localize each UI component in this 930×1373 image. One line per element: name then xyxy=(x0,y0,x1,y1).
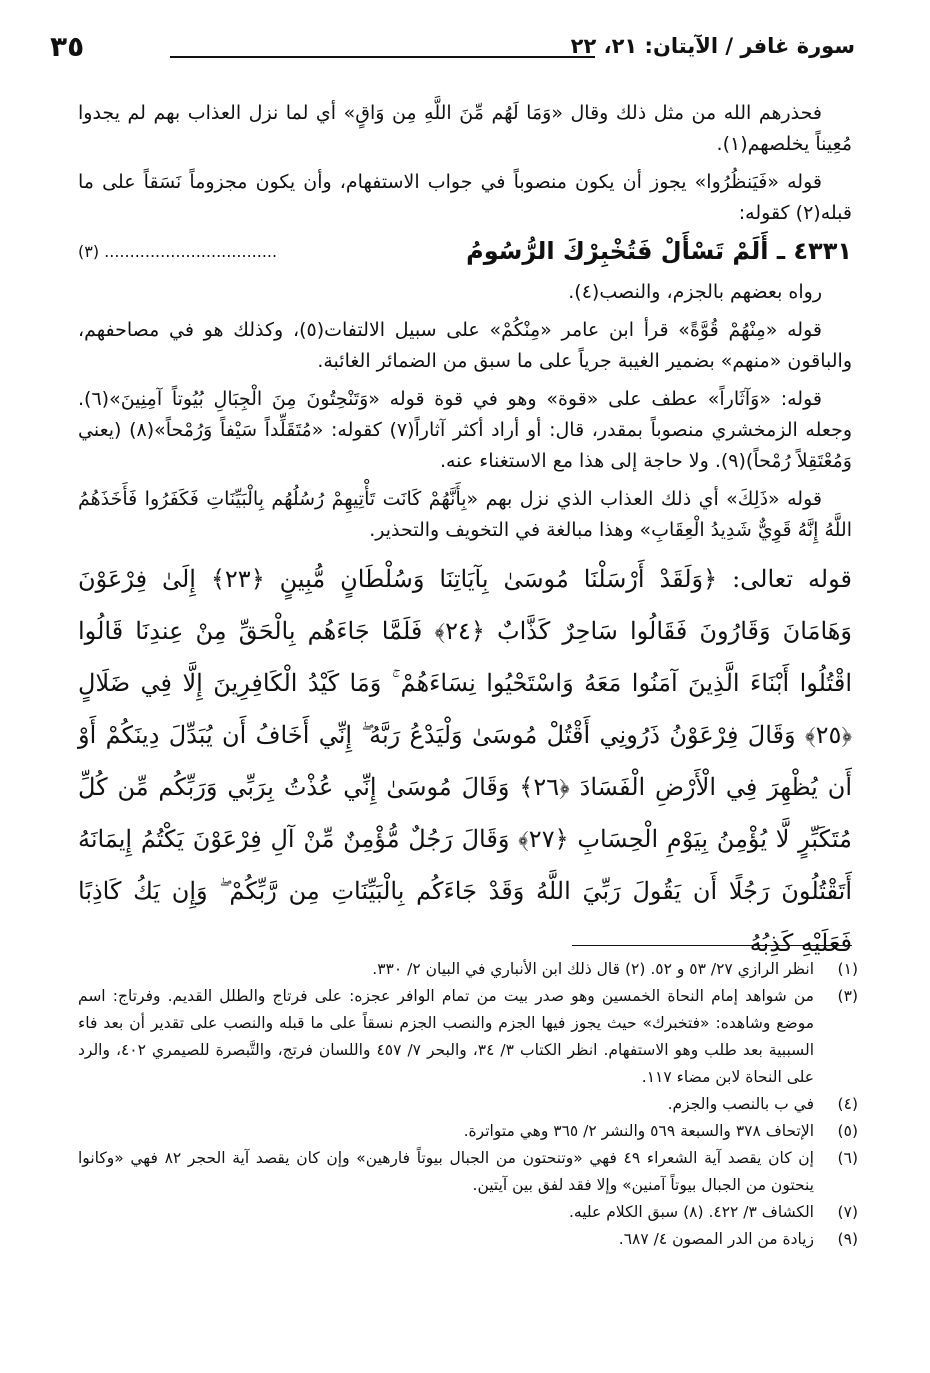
footnote xyxy=(78,1118,858,1145)
footnote-text: زيادة من الدر المصون ٤/ ٦٨٧. xyxy=(618,1230,814,1248)
footnote xyxy=(78,1145,858,1199)
footnote xyxy=(78,1199,858,1226)
footnote-number: (٦) xyxy=(837,1149,858,1167)
page-header xyxy=(50,30,855,70)
paragraph: قوله «مِنْهُمْ قُوَّةً» قرأ ابن عامر «مِنْكُمْ» على سبيل الالتفات(٥)، وكذلك هو في مصاحفهم، والباقون «منهم» بضمير الغيبة جرياً على ما سبق من الضمائر الغائبة. xyxy=(78,319,852,372)
footnote-number: (٥) xyxy=(837,1122,858,1140)
footnote-text: الإتحاف ٣٧٨ والسبعة ٥٦٩ والنشر ٢/ ٣٦٥ وهي متواترة. xyxy=(463,1122,814,1140)
footnote-text: في ب بالنصب والجزم. xyxy=(667,1095,814,1113)
footnote xyxy=(78,1091,858,1118)
main-text xyxy=(78,98,852,969)
footnote xyxy=(78,1226,858,1253)
footnote-text: من شواهد إمام النحاة الخمسين وهو صدر بيت من تمام الوافر عجزه: على فرتاج والطلل القديم. وفرتاج: اسم موضع وشاهده: «فتخبرك» حيث يجوز فيها الجزم والنصب الجزم نسقاً على ما قبله والنصب على تقدير أن بعد فاء السببية بعد طلب وهو الاستفهام. انظر الكتاب ٣/ ٣٤، والبحر ٧/ ٤٥٧ واللسان فرتج، والتَّبصرة للصيمري ٤٠٢، والرد على النحاة لابن مضاء ١١٧. xyxy=(78,987,814,1086)
paragraph: رواه بعضهم بالجزم، والنصب(٤). xyxy=(568,281,822,303)
footnote-number: (٤) xyxy=(837,1095,858,1113)
verse-dots: (٣) .................................. xyxy=(78,242,278,261)
footnote-text: إن كان يقصد آية الشعراء ٤٩ فهي «وتنحتون من الجبال بيوتاً فارهين» وإن كان يقصد آية الحجر ٨٢ فهي «وكانوا ينحتون من الجبال بيوتاً آمنين» وإلا فقد لفق بين آيتين. xyxy=(78,1149,814,1194)
running-title: سورة غافر / الآيتان: ٢١، ٢٢ xyxy=(570,34,855,58)
footnote-number: (٣) xyxy=(837,987,858,1005)
footnote-number: (٩) xyxy=(837,1230,858,1248)
footnote-text: الكشاف ٣/ ٤٢٢. (٨) سبق الكلام عليه. xyxy=(569,1203,814,1221)
quran-passage: قوله تعالى: ﴿وَلَقَدْ أَرْسَلْنَا مُوسَىٰ بِآيَاتِنَا وَسُلْطَانٍ مُّبِينٍ ﴿٢٣﴾ إِلَىٰ فِرْعَوْنَ وَهَامَانَ وَقَارُونَ فَقَالُوا سَاحِرٌ كَذَّابٌ ﴿٢٤﴾ فَلَمَّا جَاءَهُم بِالْحَقِّ مِنْ عِندِنَا قَالُوا اقْتُلُوا أَبْنَاءَ الَّذِينَ آمَنُوا مَعَهُ وَاسْتَحْيُوا نِسَاءَهُمْ ۚ وَمَا كَيْدُ الْكَافِرِينَ إِلَّا فِي ضَلَالٍ ﴿٢٥﴾ وَقَالَ فِرْعَوْنُ ذَرُونِي أَقْتُلْ مُوسَىٰ وَلْيَدْعُ رَبَّهُ ۖ إِنِّي أَخَافُ أَن يُبَدِّلَ دِينَكُمْ أَوْ أَن يُظْهِرَ فِي الْأَرْضِ الْفَسَادَ ﴿٢٦﴾ وَقَالَ مُوسَىٰ إِنِّي عُذْتُ بِرَبِّي وَرَبِّكُم مِّن كُلِّ مُتَكَبِّرٍ لَّا يُؤْمِنُ بِيَوْمِ الْحِسَابِ ﴿٢٧﴾ وَقَالَ رَجُلٌ مُّؤْمِنٌ مِّنْ آلِ فِرْعَوْنَ يَكْتُمُ إِيمَانَهُ أَتَقْتُلُونَ رَجُلًا أَن يَقُولَ رَبِّيَ اللَّهُ وَقَدْ جَاءَكُم بِالْبَيِّنَاتِ مِن رَّبِّكُمْ ۖ وَإِن يَكُ كَاذِبًا فَعَلَيْهِ كَذِبُهُ xyxy=(78,565,853,957)
paragraph: قوله «ذَلِكَ» أي ذلك العذاب الذي نزل بهم «بِأَنَّهُمْ كَانَت تَأْتِيهِمْ رُسُلُهُم بِالْبَيِّنَاتِ فَكَفَرُوا فَأَخَذَهُمُ اللَّهُ إِنَّهُ قَوِيٌّ شَدِيدُ الْعِقَابِ» وهذا مبالغة في التخويف والتحذير. xyxy=(78,488,852,541)
footnote-number: (١) xyxy=(837,960,858,978)
footnotes xyxy=(78,956,858,1253)
header-rule xyxy=(170,56,595,58)
footnote-text: انظر الرازي ٢٧/ ٥٣ و ٥٢. (٢) قال ذلك ابن الأنباري في البيان ٢/ ٣٣٠. xyxy=(372,960,814,978)
poetry-verse xyxy=(78,236,852,267)
page-number: ٣٥ xyxy=(50,30,85,63)
paragraph: فحذرهم الله من مثل ذلك وقال «وَمَا لَهُم مِّنَ اللَّهِ مِن وَاقٍ» أي لما نزل العذاب بهم لم يجدوا مُعِيناً يخلصهم(١). xyxy=(78,102,852,155)
footnote-number: (٧) xyxy=(837,1203,858,1221)
footnote xyxy=(78,956,858,983)
paragraph: قوله: «وَآثَاراً» عطف على «قوة» وهو في قوة قوله «وَتَنْحِتُونَ مِنَ الْجِبَالِ بُيُوتاً آمِنِينَ»(٦). وجعله الزمخشري منصوباً بمقدر، قال: أو أراد أكثر آثاراً(٧) كقوله: «مُتَقَلِّداً سَيْفاً وَرُمْحاً»(٨) (يعني وَمُعْتَقِلاً رُمْحاً)(٩). ولا حاجة إلى هذا مع الاستغناء عنه. xyxy=(78,388,852,472)
footnote xyxy=(78,983,858,1091)
paragraph: قوله «فَيَنظُرُوا» يجوز أن يكون منصوباً في جواب الاستفهام، وأن يكون مجزوماً نَسَقاً على ما قبله(٢) كقوله: xyxy=(78,171,852,224)
verse-text: ٤٣٣١ ـ أَلَمْ تَسْأَلْ فَتُخْبِرْكَ الرُّسُومُ xyxy=(466,237,852,265)
footnote-divider xyxy=(572,945,852,946)
